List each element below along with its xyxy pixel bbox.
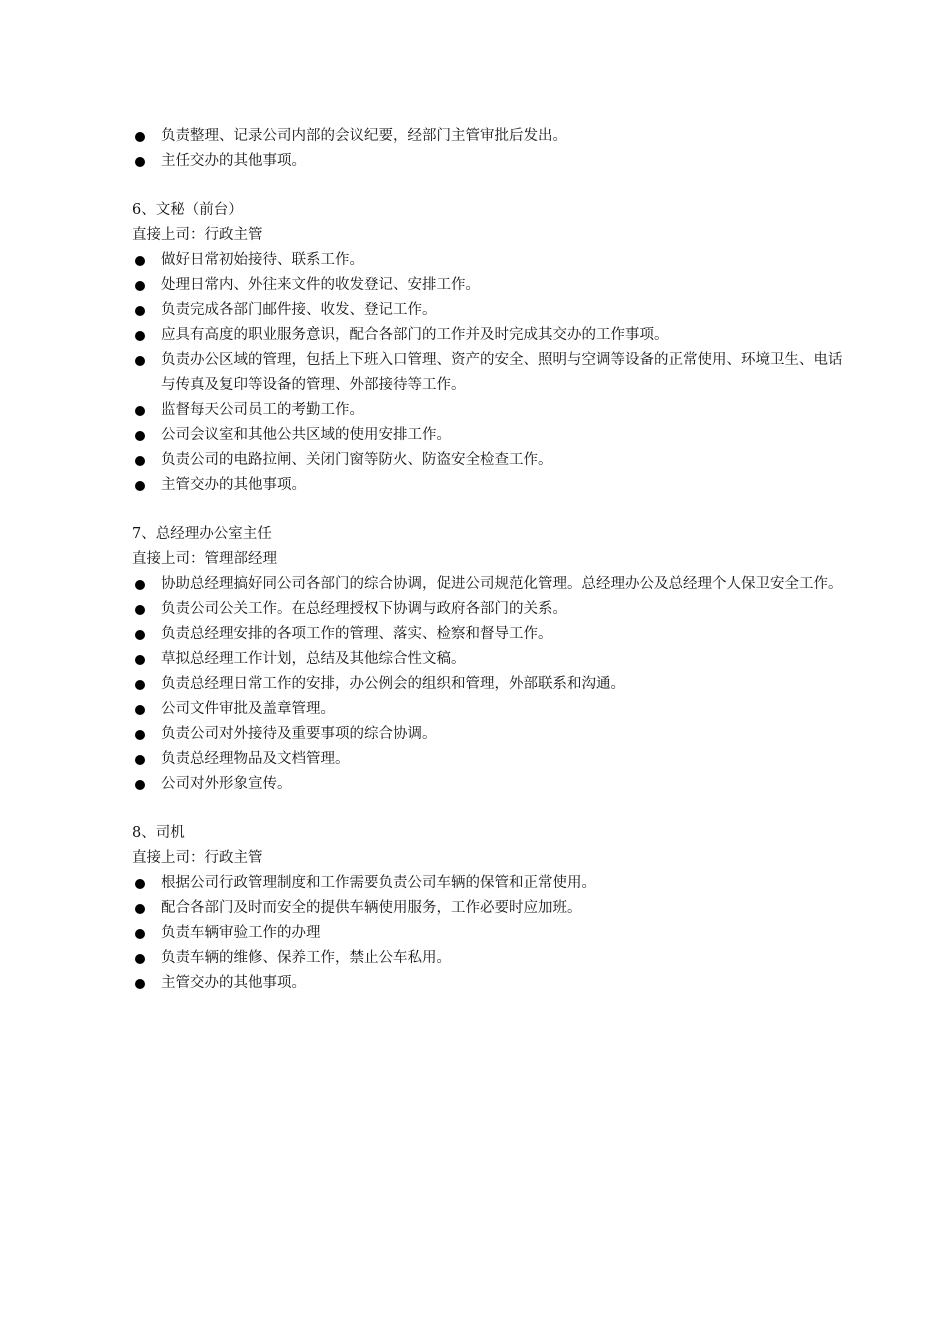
list-item-text: 主管交办的其他事项。: [161, 477, 306, 493]
list-item: [132, 298, 844, 323]
bullet-icon: [135, 630, 145, 640]
bullet-icon: [135, 406, 145, 416]
list-item-text: 做好日常初始接待、联系工作。: [161, 252, 364, 268]
list-item-text: 配合各部门及时而安全的提供车辆使用服务，工作必要时应加班。: [161, 900, 582, 916]
bullet-icon: [135, 256, 145, 266]
bullet-icon: [135, 730, 145, 740]
bullet-icon: [135, 306, 145, 316]
bullet-icon: [135, 605, 145, 615]
list-item: [132, 273, 844, 298]
list-item-text: 监督每天公司员工的考勤工作。: [161, 402, 364, 418]
list-item-text: 公司文件审批及盖章管理。: [161, 701, 335, 717]
bullet-icon: [135, 705, 145, 715]
list-item-text: 负责办公区域的管理，包括上下班入口管理、资产的安全、照明与空调等设备的正常使用、环境卫生、电话与传真及复印等设备的管理、外部接待等工作。: [161, 352, 843, 393]
list-item: [132, 747, 844, 772]
list-item-text: 处理日常内、外往来文件的收发登记、安排工作。: [161, 277, 480, 293]
bullet-icon: [135, 680, 145, 690]
list-item-text: 草拟总经理工作计划，总结及其他综合性文稿。: [161, 651, 466, 667]
section-title: 6、文秘（前台）: [132, 202, 243, 218]
list-item: [132, 871, 844, 896]
list-item: [132, 124, 844, 149]
list-item-text: 应具有高度的职业服务意识，配合各部门的工作并及时完成其交办的工作事项。: [161, 327, 669, 343]
list-item: [132, 921, 844, 946]
list-item: [132, 971, 844, 996]
section-supervisor: 直接上司：管理部经理: [132, 551, 277, 567]
list-item-text: 根据公司行政管理制度和工作需要负责公司车辆的保管和正常使用。: [161, 875, 596, 891]
bullet-icon: [135, 356, 145, 366]
bullet-icon: [135, 929, 145, 939]
bullet-icon: [135, 655, 145, 665]
list-item: [132, 722, 844, 747]
list-item-text: 负责总经理安排的各项工作的管理、落实、检察和督导工作。: [161, 626, 553, 642]
bullet-icon: [135, 431, 145, 441]
list-item: [132, 896, 844, 921]
list-item-text: 主管交办的其他事项。: [161, 975, 306, 991]
list-item-text: 负责公司公关工作。在总经理授权下协调与政府各部门的关系。: [161, 601, 567, 617]
list-item: [132, 149, 844, 174]
list-item: [132, 622, 844, 647]
bullet-icon: [135, 580, 145, 590]
section-supervisor: 直接上司：行政主管: [132, 850, 263, 866]
list-item: [132, 647, 844, 672]
bullet-icon: [135, 879, 145, 889]
section-title: 8、司机: [132, 825, 185, 841]
list-item-text: 负责车辆审验工作的办理: [161, 925, 321, 941]
list-item: [132, 697, 844, 722]
list-item-text: 负责整理、记录公司内部的会议纪要，经部门主管审批后发出。: [161, 128, 567, 144]
list-item: [132, 448, 844, 473]
list-item-text: 负责总经理物品及文档管理。: [161, 751, 350, 767]
list-item-text: 协助总经理搞好同公司各部门的综合协调，促进公司规范化管理。总经理办公及总经理个人保卫安全工作。: [161, 576, 843, 592]
list-item-text: 负责车辆的维修、保养工作，禁止公车私用。: [161, 950, 451, 966]
document-page: [132, 124, 844, 996]
list-item-text: 主任交办的其他事项。: [161, 153, 306, 169]
list-item: [132, 772, 844, 797]
list-item-text: 公司对外形象宣传。: [161, 776, 292, 792]
bullet-icon: [135, 755, 145, 765]
list-item-text: 公司会议室和其他公共区域的使用安排工作。: [161, 427, 451, 443]
list-item-text: 负责完成各部门邮件接、收发、登记工作。: [161, 302, 437, 318]
bullet-icon: [135, 132, 145, 142]
list-item: [132, 597, 844, 622]
list-item: [132, 323, 844, 348]
bullet-icon: [135, 331, 145, 341]
bullet-icon: [135, 481, 145, 491]
bullet-icon: [135, 954, 145, 964]
list-item: [132, 248, 844, 273]
bullet-icon: [135, 979, 145, 989]
list-item: [132, 348, 844, 398]
bullet-icon: [135, 904, 145, 914]
list-item: [132, 473, 844, 498]
bullet-icon: [135, 157, 145, 167]
section-title: 7、总经理办公室主任: [132, 526, 272, 542]
bullet-icon: [135, 281, 145, 291]
list-item: [132, 398, 844, 423]
list-item: [132, 572, 844, 597]
list-item-text: 负责总经理日常工作的安排，办公例会的组织和管理，外部联系和沟通。: [161, 676, 625, 692]
list-item-text: 负责公司的电路拉闸、关闭门窗等防火、防盗安全检查工作。: [161, 452, 553, 468]
list-item-text: 负责公司对外接待及重要事项的综合协调。: [161, 726, 437, 742]
list-item: [132, 672, 844, 697]
list-item: [132, 423, 844, 448]
section-supervisor: 直接上司：行政主管: [132, 227, 263, 243]
list-item: [132, 946, 844, 971]
bullet-icon: [135, 780, 145, 790]
bullet-icon: [135, 456, 145, 466]
